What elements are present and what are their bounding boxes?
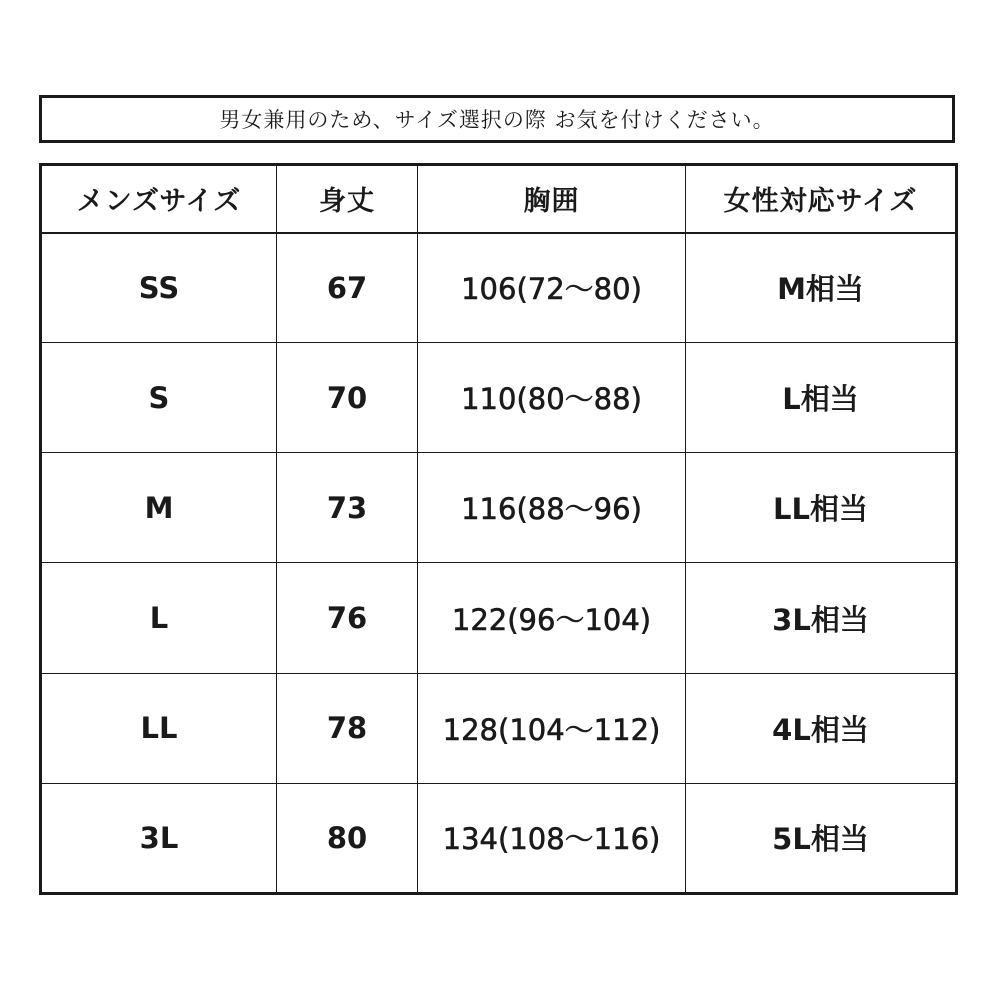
table-row	[41, 673, 957, 783]
cell-mens-size: S	[41, 343, 277, 453]
size-chart-table	[39, 163, 958, 895]
header-body-length: 身丈	[277, 165, 418, 233]
cell-mens-size: M	[41, 453, 277, 563]
cell-chest: 110(80〜88)	[418, 343, 686, 453]
cell-mens-size: LL	[41, 673, 277, 783]
table-row	[41, 233, 957, 343]
header-womens-size: 女性対応サイズ	[686, 165, 957, 233]
header-row	[41, 165, 957, 233]
unisex-size-notice: 男女兼用のため、サイズ選択の際 お気を付けください。	[39, 95, 955, 143]
cell-mens-size: 3L	[41, 783, 277, 893]
cell-chest: 134(108〜116)	[418, 783, 686, 893]
cell-womens-size: M相当	[686, 233, 957, 343]
cell-womens-size: LL相当	[686, 453, 957, 563]
size-chart-header	[41, 165, 957, 233]
cell-body-length: 73	[277, 453, 418, 563]
cell-chest: 116(88〜96)	[418, 453, 686, 563]
cell-mens-size: L	[41, 563, 277, 673]
cell-body-length: 70	[277, 343, 418, 453]
cell-womens-size: 3L相当	[686, 563, 957, 673]
table-row	[41, 343, 957, 453]
cell-chest: 122(96〜104)	[418, 563, 686, 673]
cell-womens-size: 4L相当	[686, 673, 957, 783]
header-mens-size: メンズサイズ	[41, 165, 277, 233]
cell-body-length: 67	[277, 233, 418, 343]
cell-mens-size: SS	[41, 233, 277, 343]
cell-body-length: 76	[277, 563, 418, 673]
header-chest: 胸囲	[418, 165, 686, 233]
table-row	[41, 453, 957, 563]
cell-chest: 106(72〜80)	[418, 233, 686, 343]
table-row	[41, 563, 957, 673]
cell-womens-size: L相当	[686, 343, 957, 453]
size-chart-body	[41, 233, 957, 894]
cell-body-length: 80	[277, 783, 418, 893]
cell-body-length: 78	[277, 673, 418, 783]
cell-chest: 128(104〜112)	[418, 673, 686, 783]
table-row	[41, 783, 957, 893]
cell-womens-size: 5L相当	[686, 783, 957, 893]
